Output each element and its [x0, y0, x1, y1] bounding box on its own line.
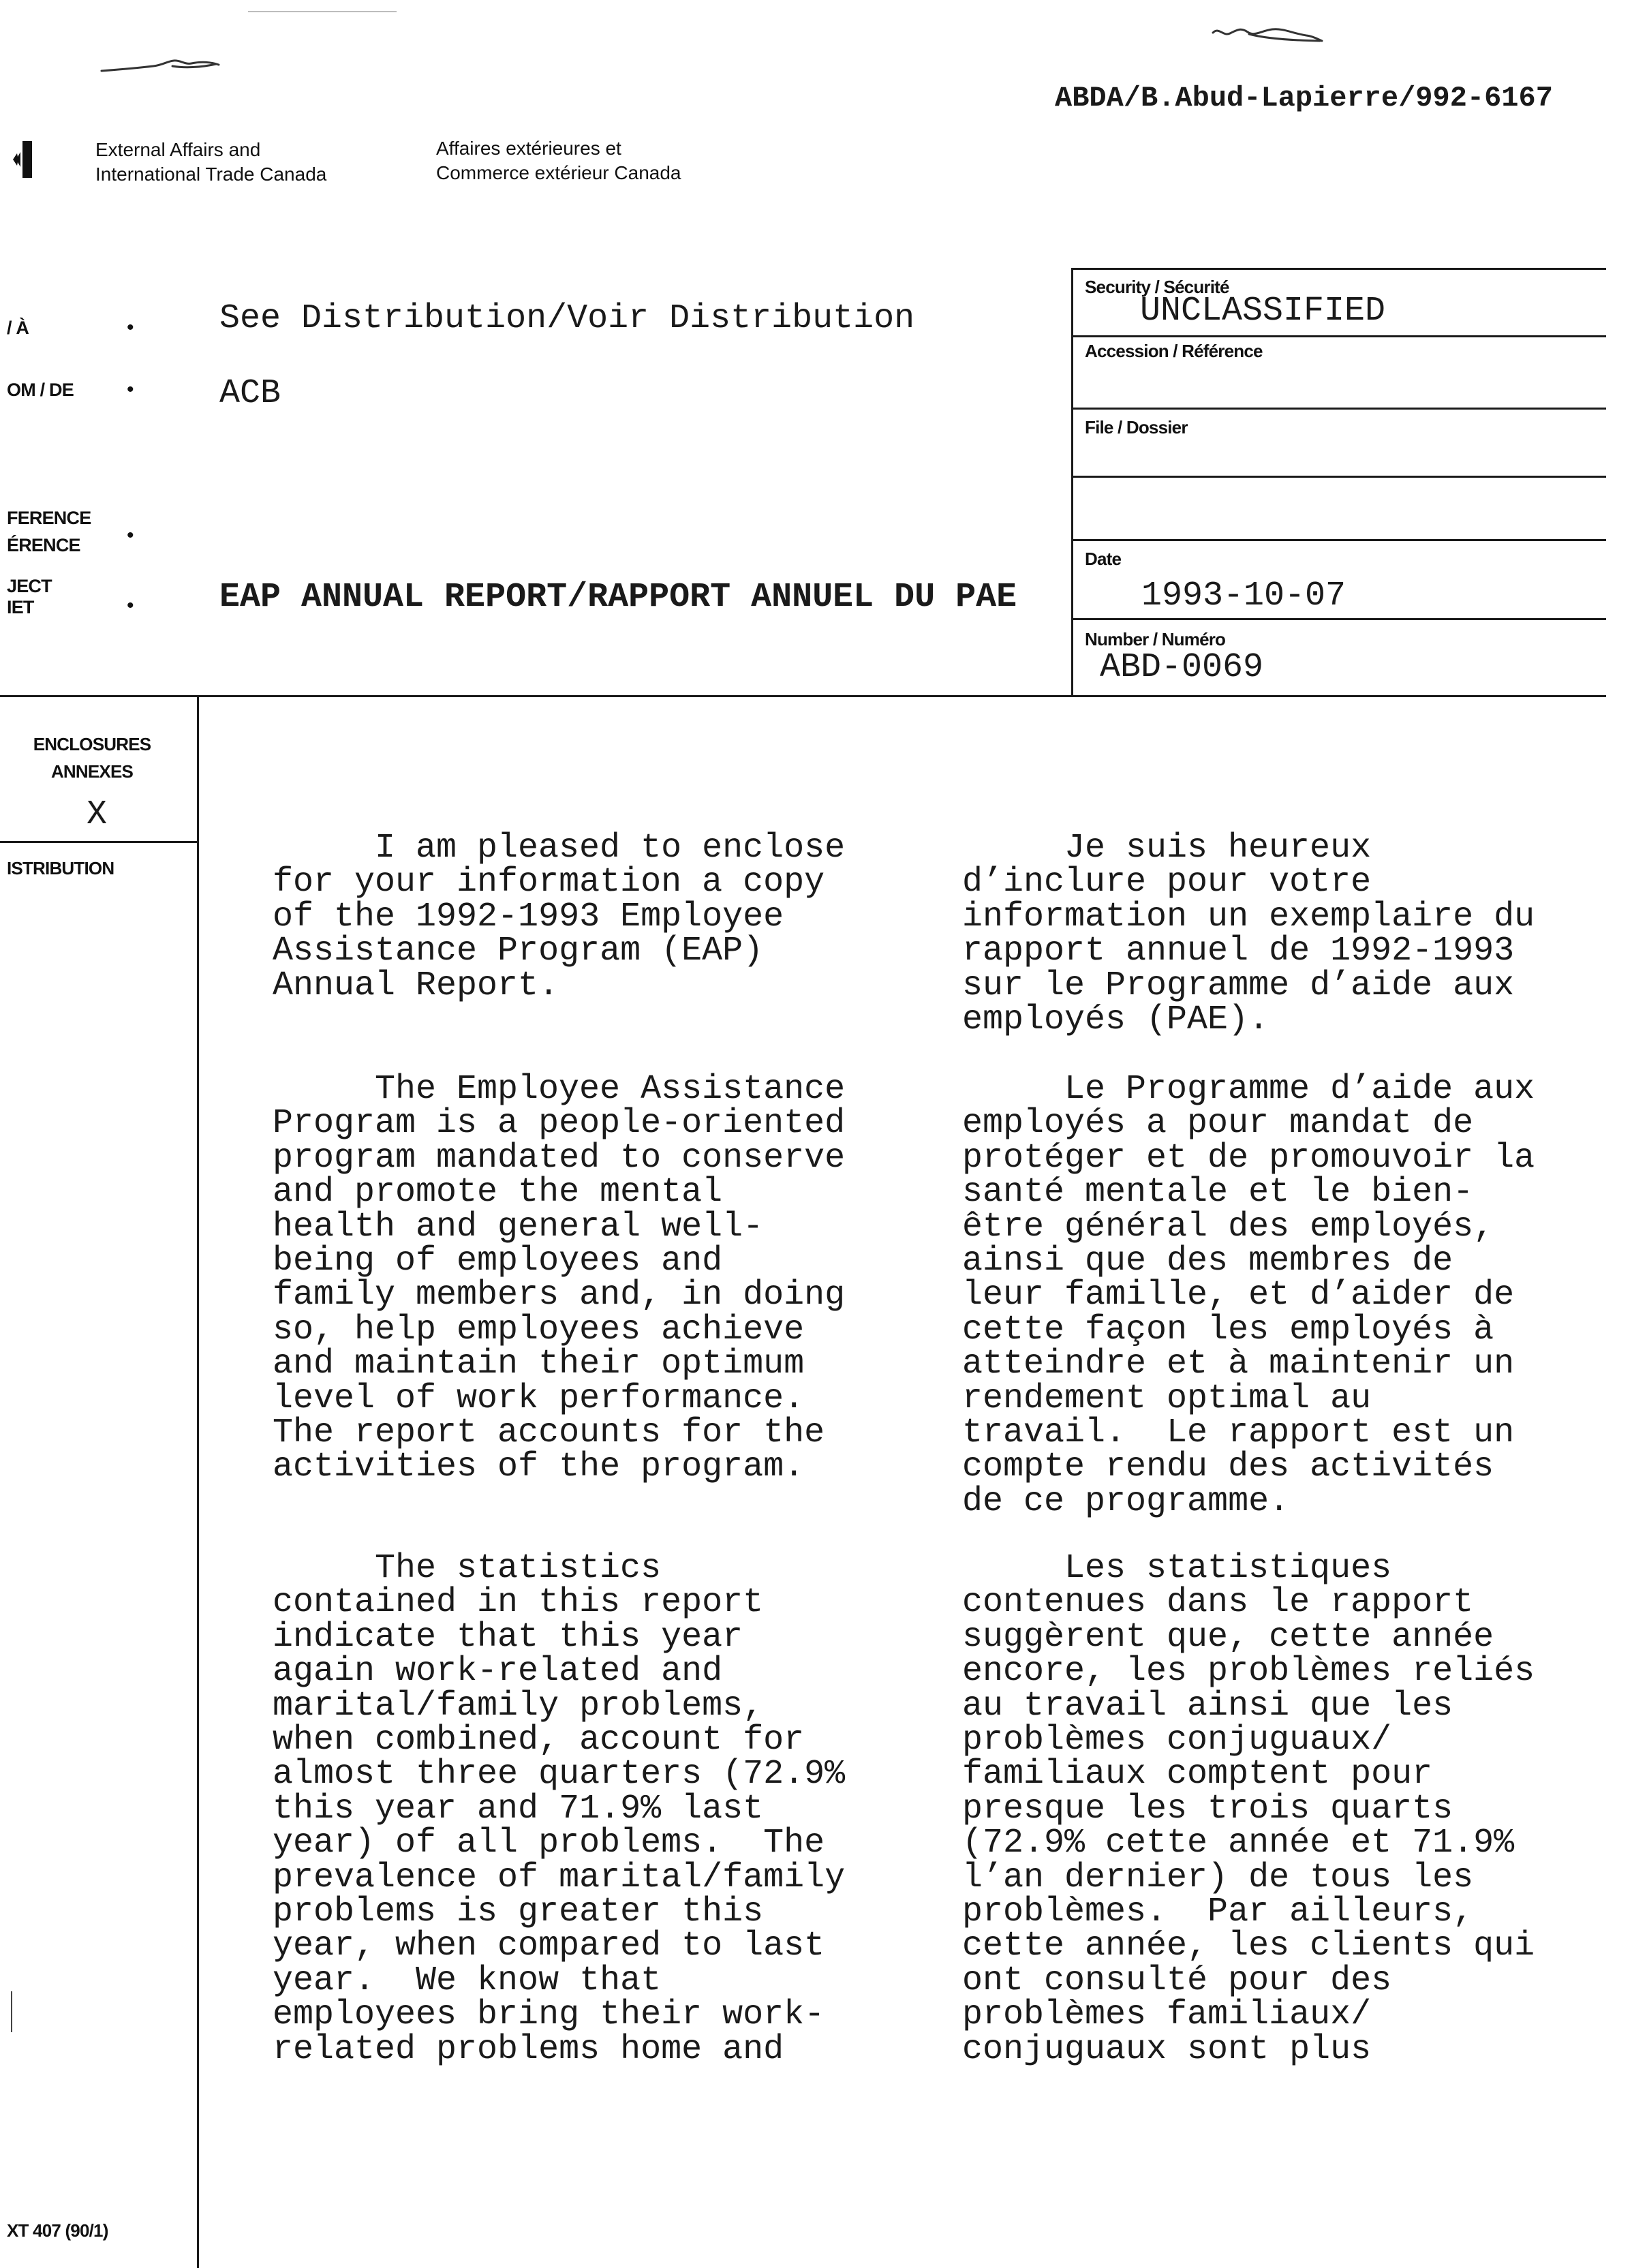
reference-bullet: •	[127, 524, 134, 547]
enclosures-divider	[0, 841, 198, 843]
to-value: See Distribution/Voir Distribution	[219, 299, 915, 338]
enclosures-label-fr: ANNEXES	[50, 761, 134, 782]
department-name-en-line1: External Affairs and	[95, 139, 261, 160]
number-value: ABD-0069	[1100, 648, 1264, 687]
to-label: / À	[7, 318, 29, 338]
info-box-divider	[1071, 476, 1606, 478]
handwritten-initials-right	[1210, 23, 1325, 49]
sidebar-vertical-rule	[197, 695, 199, 2268]
info-box-top-border	[1071, 268, 1606, 270]
french-paragraph-2: Le Programme d’aide aux employés a pour mandat de protéger et de promouvoir la santé mentale et le bien- être général des employés, ainsi que des membres de leur famille, et d’aider de cette façon les employés à atteindre et à maintenir un rendement optimal au travail. Le rapport est un compte rendu des activités de ce programme.	[962, 1070, 1535, 1521]
date-label: Date	[1085, 549, 1122, 569]
english-paragraph-2: The Employee Assistance Program is a people-oriented program mandated to conserve and promote the mental health and general well- being of employees and family members and, in doing so, help employees achieve and maintain their optimum level of work performance. The report accounts for the activities of the program.	[273, 1070, 846, 1487]
reference-label-en: FERENCE	[7, 508, 91, 528]
from-bullet: •	[127, 378, 134, 401]
security-label: Security / Sécurité	[1085, 277, 1229, 297]
subject-label-en: JECT	[7, 576, 52, 596]
info-box-divider	[1071, 618, 1606, 620]
distribution-label: ISTRIBUTION	[7, 858, 114, 878]
accession-label: Accession / Référence	[1085, 341, 1263, 361]
french-paragraph-3: Les statistiques contenues dans le rapport suggèrent que, cette année encore, les problèmes reliés au travail ainsi que les problèmes conjuguaux/ familiaux comptent pour presque les trois quarts (72.9% cette année et 71.9% l’an dernier) de tous les problèmes. Par ailleurs, cette année, les clients qui ont consulté pour des problèmes familiaux/ conjuguaux sont plus	[962, 1549, 1535, 2069]
security-value: UNCLASSIFIED	[1140, 292, 1386, 331]
english-paragraph-1: I am pleased to enclose for your information a copy of the 1992-1993 Employee Assistance Program (EAP) Annual Report.	[273, 829, 846, 1005]
canada-flag-logo	[12, 138, 33, 181]
top-faint-rule	[248, 11, 397, 12]
file-reference: ABDA/B.Abud-Lapierre/992-6167	[1055, 82, 1553, 114]
from-value: ACB	[219, 374, 281, 413]
enclosures-value: X	[87, 795, 108, 834]
to-bullet: •	[127, 316, 134, 339]
subject-value: EAP ANNUAL REPORT/RAPPORT ANNUEL DU PAE	[219, 578, 1017, 617]
reference-label-fr: ÉRENCE	[7, 535, 80, 555]
info-box-left-border	[1071, 268, 1073, 697]
header-bottom-rule	[0, 695, 1606, 697]
from-label: OM / DE	[7, 380, 74, 400]
margin-tick-mark	[11, 1991, 12, 2032]
department-name-fr-line1: Affaires extérieures et	[436, 138, 621, 159]
subject-label-fr: IET	[7, 597, 34, 617]
date-value: 1993-10-07	[1141, 577, 1346, 615]
french-paragraph-1: Je suis heureux d’inclure pour votre information un exemplaire du rapport annuel de 1992-1993 sur le Programme d’aide aux employés (PAE).	[962, 829, 1535, 1040]
file-label: File / Dossier	[1085, 417, 1188, 438]
info-box-divider	[1071, 408, 1606, 410]
info-box-divider	[1071, 539, 1606, 541]
department-name-fr-line2: Commerce extérieur Canada	[436, 162, 681, 183]
info-box-divider	[1071, 335, 1606, 337]
form-number: XT 407 (90/1)	[7, 2220, 108, 2241]
english-paragraph-3: The statistics contained in this report indicate that this year again work-related and marital/family problems, when combined, account for almost three quarters (72.9% this year and 71.9% last year) of all problems. The prevalence of marital/family problems is greater this year, when compared to last year. We know that employees bring their work- related problems home and	[273, 1549, 846, 2069]
number-label: Number / Numéro	[1085, 629, 1226, 649]
subject-bullet: •	[127, 594, 134, 617]
enclosures-label-en: ENCLOSURES	[33, 734, 151, 754]
department-name-en-line2: International Trade Canada	[95, 164, 327, 185]
handwritten-initials-left	[99, 53, 221, 76]
